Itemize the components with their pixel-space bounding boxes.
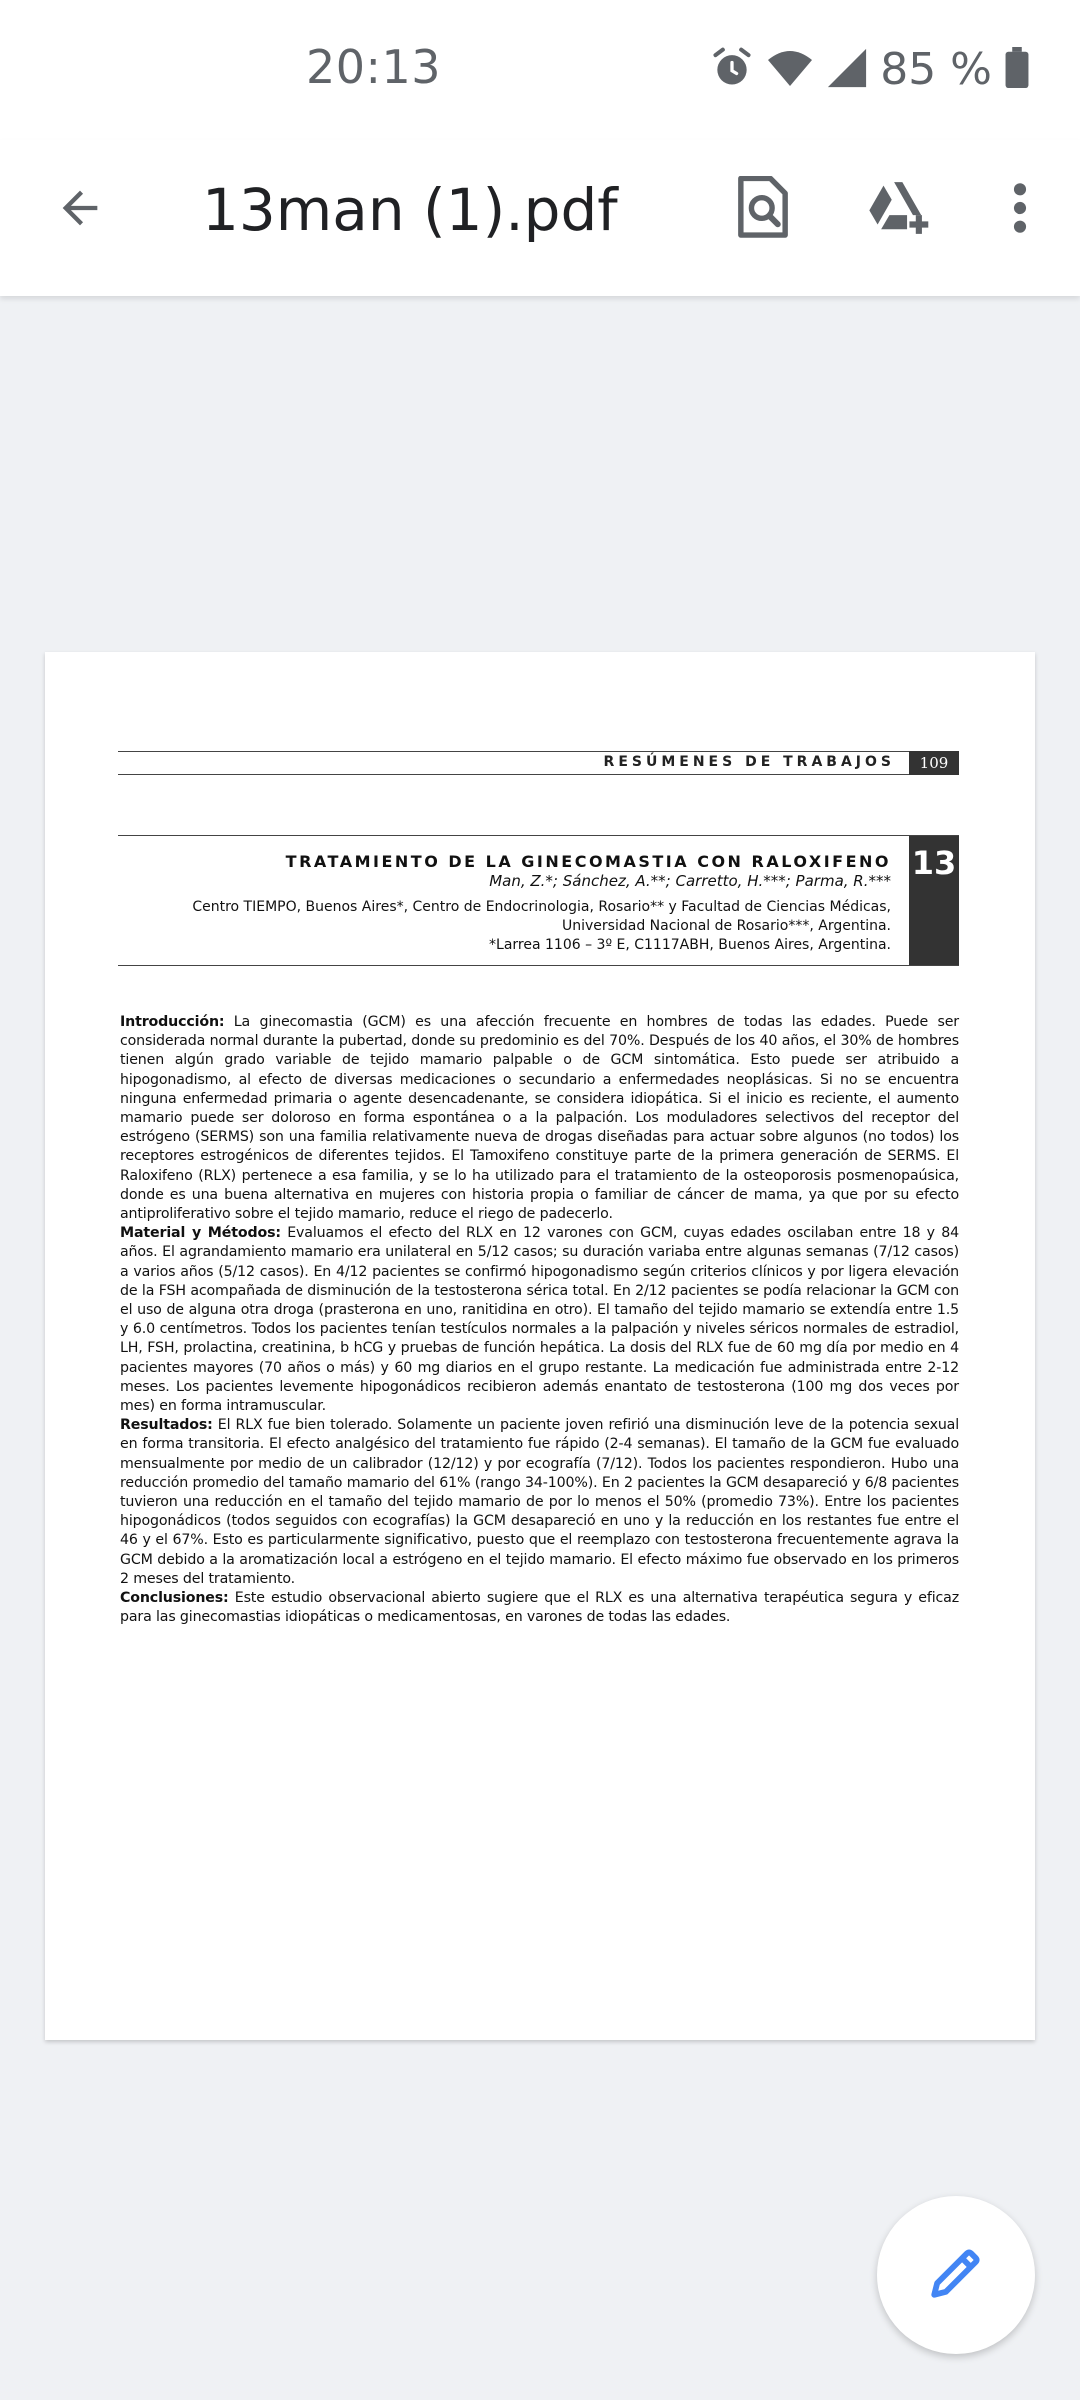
alarm-icon (710, 46, 754, 94)
more-options-button[interactable] (975, 165, 1065, 255)
section-text: El RLX fue bien tolerado. Solamente un paciente joven refirió una disminución leve de la potencia sexual en forma transitoria. El efecto analgésico del tratamiento fue rápido (2-4 semanas). El tamaño de la GCM fue evaluado mensualmente por medio de un calibrador (12/12) y por ecografía (7/12). Todos los pacientes respondieron. Hubo una reducción promedio del tamaño mamario del 61% (rango 34-100%). En 2 pacientes la GCM desapareció y 6/8 pacientes tuvieron una reducción en el tamaño del tejido mamario de por lo menos el 50% (promedio 73%). Entre los pacientes hipogonádicos (todos seguidos con ecografías) la GCM desapareció en uno y la reducción en los restantes fue entre el 46 y el 67%. Esto es particularmente significativo, puesto que el reemplazo con testosterona frecuentemente agrava la GCM debido a la aromatización local a estrógeno en el tejido mamario. El efecto máximo fue observado en los primeros 2 meses del tratamiento. (120, 1417, 959, 1587)
abstract-affiliations (192, 898, 891, 955)
battery-percent: 85 % (880, 44, 992, 95)
section-heading: Conclusiones: (120, 1590, 229, 1607)
section-text: La ginecomastia (GCM) es una afección frecuente en hombres de todas las edades. Puede ser considerada normal durante la pubertad, donde su predominio es del 70%. Después de los 40 años, el 30% de hombres tienen algún grado variable de tejido mamario palpable o de GCM sintomática. Esto puede ser atribuido a hipogonadismo, al efecto de diversas medicaciones o secundario a enfermedades neoplásicas. Si no se encuentra ninguna enfermedad primaria o agente desencadenante, se considera idiopática. Si el inicio es reciente, el aumento mamario puede ser doloroso en forma espontánea o a la palpación. Los moduladores selectivos del receptor del estrógeno (SERMS) son una familia relativamente nueva de drogas diseñadas para actuar sobre algunos (no todos) los receptores estrogénicos de diferentes tejidos. El Tamoxifeno constituye parte de la primera generación de SERMS. El Raloxifeno (RLX) pertenece a esa familia, y se lo ha utilizado para el tratamiento de la osteoporosis posmenopaúsica, donde es una buena alternativa en mujeres con historia propia o familiar de cáncer de mama, ya que por su efecto antiproliferativo sobre el tejido mamario, reduce el riego de padecerlo. (120, 1014, 959, 1223)
add-to-drive-icon (867, 179, 933, 241)
find-in-document-button[interactable] (718, 165, 808, 255)
signal-icon (826, 47, 868, 93)
section-resultados (120, 1416, 959, 1589)
affiliation-line: Universidad Nacional de Rosario***, Argentina. (562, 918, 891, 934)
section-heading: Introducción: (120, 1014, 225, 1030)
status-icons (710, 44, 1030, 95)
battery-icon (1004, 47, 1030, 93)
pdf-page[interactable] (45, 652, 1035, 2040)
abstract-header (118, 835, 959, 966)
abstract-body (120, 1013, 959, 1628)
back-button[interactable] (40, 170, 120, 250)
add-to-drive-button[interactable] (855, 165, 945, 255)
document-title: 13man (1).pdf (202, 176, 618, 244)
status-bar (0, 0, 1080, 140)
section-heading: Resultados: (120, 1417, 213, 1434)
status-time: 20:13 (306, 40, 442, 94)
affiliation-line: Centro TIEMPO, Buenos Aires*, Centro de Endocrinologia, Rosario** y Facultad de Ciencias Médicas, (192, 899, 891, 915)
section-material-metodos (120, 1224, 959, 1416)
section-conclusiones (120, 1589, 959, 1627)
arrow-back-icon (54, 182, 106, 238)
app-bar (0, 140, 1080, 296)
section-text: Evaluamos el efecto del RLX en 12 varones con GCM, cuyas edades oscilaban entre 18 y 84 años. El agrandamiento mamario era unilateral en 5/12 casos; su duración variaba entre algunas semanas (7/12 casos) a varios años (5/12 casos). En 4/12 pacientes se confirmó hipogonadismo según criterios clínicos y por ligera elevación de la FSH acompañada de disminución de la testosterona sérica total. En 2/12 pacientes se podía relacionar la GCM con el uso de alguna otra droga (prasterona en uno, ranitidina en otro). El tamaño del tejido mamario se extendía entre 1.5 y 6.0 centímetros. Todos los pacientes tenían testículos normales a la palpación y niveles séricos normales de estradiol, LH, FSH, prolactina, creatinina, b hCG y pruebas de función hepática. La dosis del RLX fue de 60 mg día por medio en 4 pacientes mayores (70 años o más) y 60 mg diarios en el grupo restante. La medicación fue administrada entre 2-12 meses. Los pacientes levemente hipogonádicos recibieron además enantato de testosterona (100 mg dos veces por mes) en forma intramuscular. (120, 1225, 959, 1415)
abstract-authors: Man, Z.*; Sánchez, A.**; Carretto, H.***; Parma, R.*** (489, 872, 891, 890)
affiliation-line: *Larrea 1106 – 3º E, C1117ABH, Buenos Aires, Argentina. (489, 937, 891, 953)
edit-pencil-icon (927, 2244, 985, 2306)
section-heading: Material y Métodos: (120, 1225, 281, 1242)
running-header-text: RESÚMENES DE TRABAJOS (603, 754, 895, 770)
abstract-title: TRATAMIENTO DE LA GINECOMASTIA CON RALOXIFENO (285, 852, 891, 871)
abstract-number: 13 (909, 836, 959, 965)
section-text: Este estudio observacional abierto sugiere que el RLX es una alternativa terapéutica segura y eficaz para las ginecomastias idiopáticas o medicamentosas, en varones de todas las edades. (120, 1590, 959, 1626)
find-in-document-icon (734, 176, 792, 244)
section-introduccion (120, 1013, 959, 1224)
wifi-icon (766, 46, 814, 94)
page-number: 109 (909, 751, 959, 775)
edit-fab-button[interactable] (877, 2196, 1035, 2354)
more-options-icon (1010, 180, 1030, 240)
running-header (118, 751, 959, 775)
